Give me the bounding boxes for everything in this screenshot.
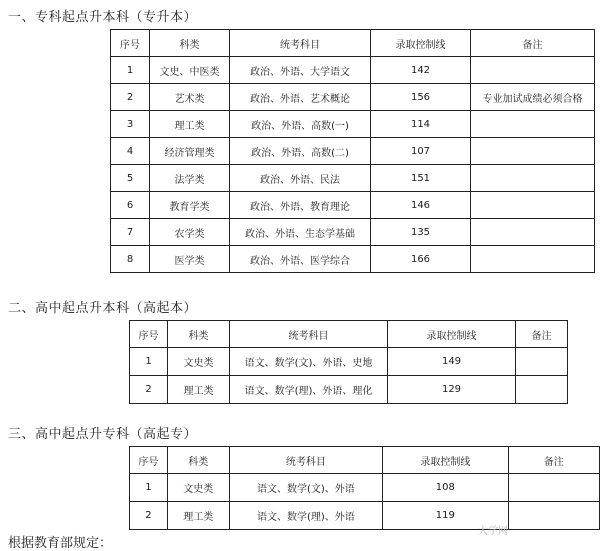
table-cell (471, 246, 595, 273)
table-row (111, 111, 595, 138)
table-cell: 语文、数学(文)、外语 (229, 474, 383, 502)
table-cell (471, 219, 595, 246)
column-header: 录取控制线 (371, 30, 471, 57)
table-cell: 142 (371, 57, 471, 84)
table-cell: 2 (130, 376, 168, 404)
table-row (130, 348, 568, 376)
table-cell: 4 (111, 138, 150, 165)
table-cell: 107 (371, 138, 471, 165)
table-cell: 文史类 (167, 474, 229, 502)
section-2-heading: 二、高中起点升本科（高起本） (8, 301, 198, 316)
table-cell: 6 (111, 192, 150, 219)
column-header: 科类 (168, 321, 230, 348)
table-cell: 文史类 (168, 348, 230, 376)
table-cell: 2 (130, 502, 168, 530)
table-row (111, 192, 595, 219)
table-cell (516, 348, 568, 376)
table-cell: 教育学类 (150, 192, 230, 219)
table-cell: 法学类 (150, 165, 230, 192)
table-cell: 119 (383, 502, 508, 530)
table-row (111, 219, 595, 246)
table-row (130, 502, 600, 530)
table-cell: 政治、外语、医学综合 (230, 246, 371, 273)
table-header-row (111, 30, 595, 57)
table-row (111, 84, 595, 111)
table-cell: 经济管理类 (150, 138, 230, 165)
column-header: 备注 (516, 321, 568, 348)
table-cell: 5 (111, 165, 150, 192)
table-cell (516, 376, 568, 404)
table-cell: 政治、外语、大学语文 (230, 57, 371, 84)
section-3-heading: 三、高中起点升专科（高起专） (8, 427, 198, 442)
column-header: 科类 (150, 30, 230, 57)
gaoqiben-table (129, 320, 568, 404)
table-cell (471, 138, 595, 165)
table-cell (471, 111, 595, 138)
table-cell: 166 (371, 246, 471, 273)
table-cell: 语文、数学(理)、外语、理化 (230, 376, 388, 404)
table-cell: 8 (111, 246, 150, 273)
table-cell: 农学类 (150, 219, 230, 246)
column-header: 备注 (471, 30, 595, 57)
table-cell: 1 (130, 474, 168, 502)
table-cell: 政治、外语、高数(二) (230, 138, 371, 165)
table-cell: 129 (388, 376, 516, 404)
table-cell: 135 (371, 219, 471, 246)
table-cell: 3 (111, 111, 150, 138)
table-cell (471, 165, 595, 192)
table-cell: 政治、外语、高数(一) (230, 111, 371, 138)
table-row (111, 57, 595, 84)
table-cell: 151 (371, 165, 471, 192)
table-cell: 文史、中医类 (150, 57, 230, 84)
table-cell: 政治、外语、生态学基础 (230, 219, 371, 246)
column-header: 备注 (508, 447, 599, 474)
table-cell: 政治、外语、民法 (230, 165, 371, 192)
column-header: 科类 (167, 447, 229, 474)
table-row (111, 138, 595, 165)
table-cell: 专业加试成绩必须合格 (471, 84, 595, 111)
zhuanshengben-table (110, 29, 595, 273)
table-cell: 理工类 (150, 111, 230, 138)
table-cell: 1 (130, 348, 168, 376)
table-cell: 108 (383, 474, 508, 502)
table-row (130, 474, 600, 502)
column-header: 录取控制线 (383, 447, 508, 474)
table-cell: 1 (111, 57, 150, 84)
table-cell: 医学类 (150, 246, 230, 273)
table-cell (508, 474, 599, 502)
gaoqizhuan-table (129, 446, 600, 530)
table-row (111, 246, 595, 273)
table-cell (508, 502, 599, 530)
column-header: 序号 (130, 447, 168, 474)
column-header: 录取控制线 (388, 321, 516, 348)
column-header: 统考科目 (230, 321, 388, 348)
table-cell: 语文、数学(理)、外语 (229, 502, 383, 530)
table-cell: 114 (371, 111, 471, 138)
table-row (111, 165, 595, 192)
table-cell: 政治、外语、教育理论 (230, 192, 371, 219)
table-cell: 理工类 (168, 376, 230, 404)
table-cell: 146 (371, 192, 471, 219)
table-cell: 156 (371, 84, 471, 111)
table-header-row (130, 447, 600, 474)
table-cell: 政治、外语、艺术概论 (230, 84, 371, 111)
table-cell: 艺术类 (150, 84, 230, 111)
table-cell: 149 (388, 348, 516, 376)
table-row (130, 376, 568, 404)
column-header: 统考科目 (230, 30, 371, 57)
table-cell: 2 (111, 84, 150, 111)
watermark-text: 大学网 (478, 526, 508, 537)
column-header: 序号 (111, 30, 150, 57)
table-cell: 语文、数学(文)、外语、史地 (230, 348, 388, 376)
column-header: 统考科目 (229, 447, 383, 474)
section-1-heading: 一、专科起点升本科（专升本） (8, 10, 198, 25)
table-header-row (130, 321, 568, 348)
table-cell (471, 57, 595, 84)
column-header: 序号 (130, 321, 168, 348)
table-cell (471, 192, 595, 219)
footer-text: 根据教育部规定： (8, 536, 113, 551)
table-cell: 理工类 (167, 502, 229, 530)
table-cell: 7 (111, 219, 150, 246)
